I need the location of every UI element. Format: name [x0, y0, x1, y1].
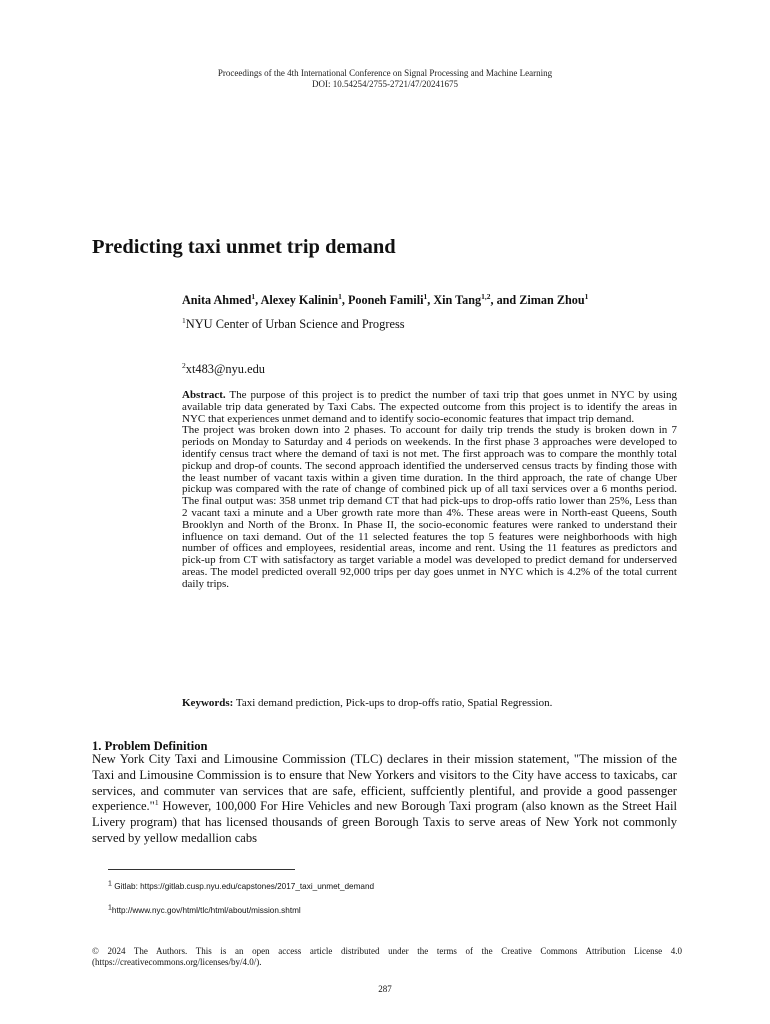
affiliation-marker: 2	[182, 360, 186, 370]
author-affil-marker: 1	[584, 291, 589, 301]
section-heading: 1. Problem Definition	[92, 739, 208, 753]
paper-title: Predicting taxi unmet trip demand	[92, 236, 396, 258]
author-affil-marker: 1	[338, 291, 342, 301]
footnote-text: Gitlab: https://gitlab.cusp.nyu.edu/capstones/2017_taxi_unmet_demand	[114, 882, 375, 891]
affiliation-1	[182, 317, 405, 332]
abstract-paragraph-1	[182, 390, 677, 425]
author-name: Xin Tang	[433, 293, 482, 307]
author-separator: ,	[341, 293, 348, 307]
footnote-divider	[108, 869, 295, 870]
footnote-text: http://www.nyc.gov/html/tlc/html/about/mission.shtml	[111, 906, 301, 915]
header-proceedings: Proceedings of the 4th International Conference on Signal Processing and Machine Learning	[217, 68, 553, 78]
body-text: New York City Taxi and Limousine Commission (TLC) declares in their mission statement, "The mission of the Taxi and Limousine Commission is to ensure that New Yorkers and visitors to the City have access to taxicabs, car services, and commuter van services that are safe, efficient, suffciently plentiful, and provide a good passenger experience."	[92, 752, 677, 814]
author-separator: ,	[427, 293, 434, 307]
author-name: Anita Ahmed	[182, 293, 252, 307]
abstract-text: The purpose of this project is to predict the number of taxi trip that goes unmet in NYC by using available trip data generated by Taxi Cabs. The expected outcome from this project is to identify the areas in NYC that experiences unmet demand and to identify socio-economic features that impact trip demand.	[182, 389, 677, 425]
author-affil-marker: 1	[251, 291, 256, 301]
footnote-marker: 1	[108, 904, 112, 912]
abstract	[182, 390, 677, 591]
author-list	[182, 293, 682, 308]
affiliation-email: xt483@nyu.edu	[185, 362, 265, 376]
license-notice: © 2024 The Authors. This is an open access article distributed under the terms of the Creative Commons Attribution License 4.0 (https://creativecommons.org/licenses/by/4.0/).	[92, 946, 682, 967]
abstract-label: Abstract.	[182, 389, 226, 401]
author-affil-marker: 1,2	[481, 291, 491, 301]
author-separator: , and	[490, 293, 520, 307]
header-doi: DOI: 10.54254/2755-2721/47/20241675	[312, 79, 458, 89]
footnote-ref: 1	[154, 798, 159, 808]
affiliation-marker: 1	[182, 315, 186, 325]
footnote-marker: 1	[108, 880, 112, 888]
keywords-label: Keywords:	[182, 697, 234, 709]
footnote-2	[108, 906, 301, 915]
author-name: Pooneh Famili	[347, 293, 424, 307]
author-affil-marker: 1	[423, 291, 428, 301]
footnote-1	[108, 882, 374, 891]
keywords-text: Taxi demand prediction, Pick-ups to drop-offs ratio, Spatial Regression.	[233, 697, 553, 709]
affiliation-text: NYU Center of Urban Science and Progress	[185, 317, 405, 331]
author-separator: ,	[255, 293, 261, 307]
page-number: 287	[378, 984, 392, 994]
abstract-paragraph-2: The project was broken down into 2 phases. To account for daily trip trends the study is broken down in 7 periods on Monday to Saturday and 4 periods on weekends. In the first phase 3 approaches were developed to identify census tract where the demand of taxi is not met. The first approach was to compare the monthly total pickup and drop-of counts. The second approach identified the underserved census tracts by finding those with the least number of vacant taxis within a given time duration. In the third approach, the rate of change Uber pickup was compared with the rate of change of combined pick up of all taxi services over a 6 months period. The final output was: 358 unmet trip demand CT that had pick-ups to drop-offs ratio lower than 25%, Less than 2 vacant taxi a minute and a Uber growth rate more than 4%. These areas were in North-east Queens, South Brooklyn and North of the Bronx. In Phase II, the socio-economic features were ranked to understand their influence on taxi demand. Out of the 11 selected features the top 5 features were neighborhoods with high number of offices and employees, residential areas, income and rent. Using the 11 features as predictors and pick-up from CT with satisfactory as target variable a model was developed to predict demand for underserved areas. The model predicted overall 92,000 trips per day goes unmet in NYC which is 4.2% of the total current daily trips.	[182, 424, 677, 590]
body-text-continued: However, 100,000 For Hire Vehicles and new Borough Taxi program (also known as the Street Hail Livery program) that has licensed thousands of green Borough Taxis to serve areas of New York not commonly served by yellow medallion cabs	[92, 799, 677, 845]
section-body	[92, 752, 677, 847]
keywords	[182, 697, 677, 709]
affiliation-2	[182, 362, 265, 377]
running-header	[0, 68, 770, 90]
author-name: Alexey Kalinin	[260, 293, 339, 307]
author-name: Ziman Zhou	[519, 293, 585, 307]
